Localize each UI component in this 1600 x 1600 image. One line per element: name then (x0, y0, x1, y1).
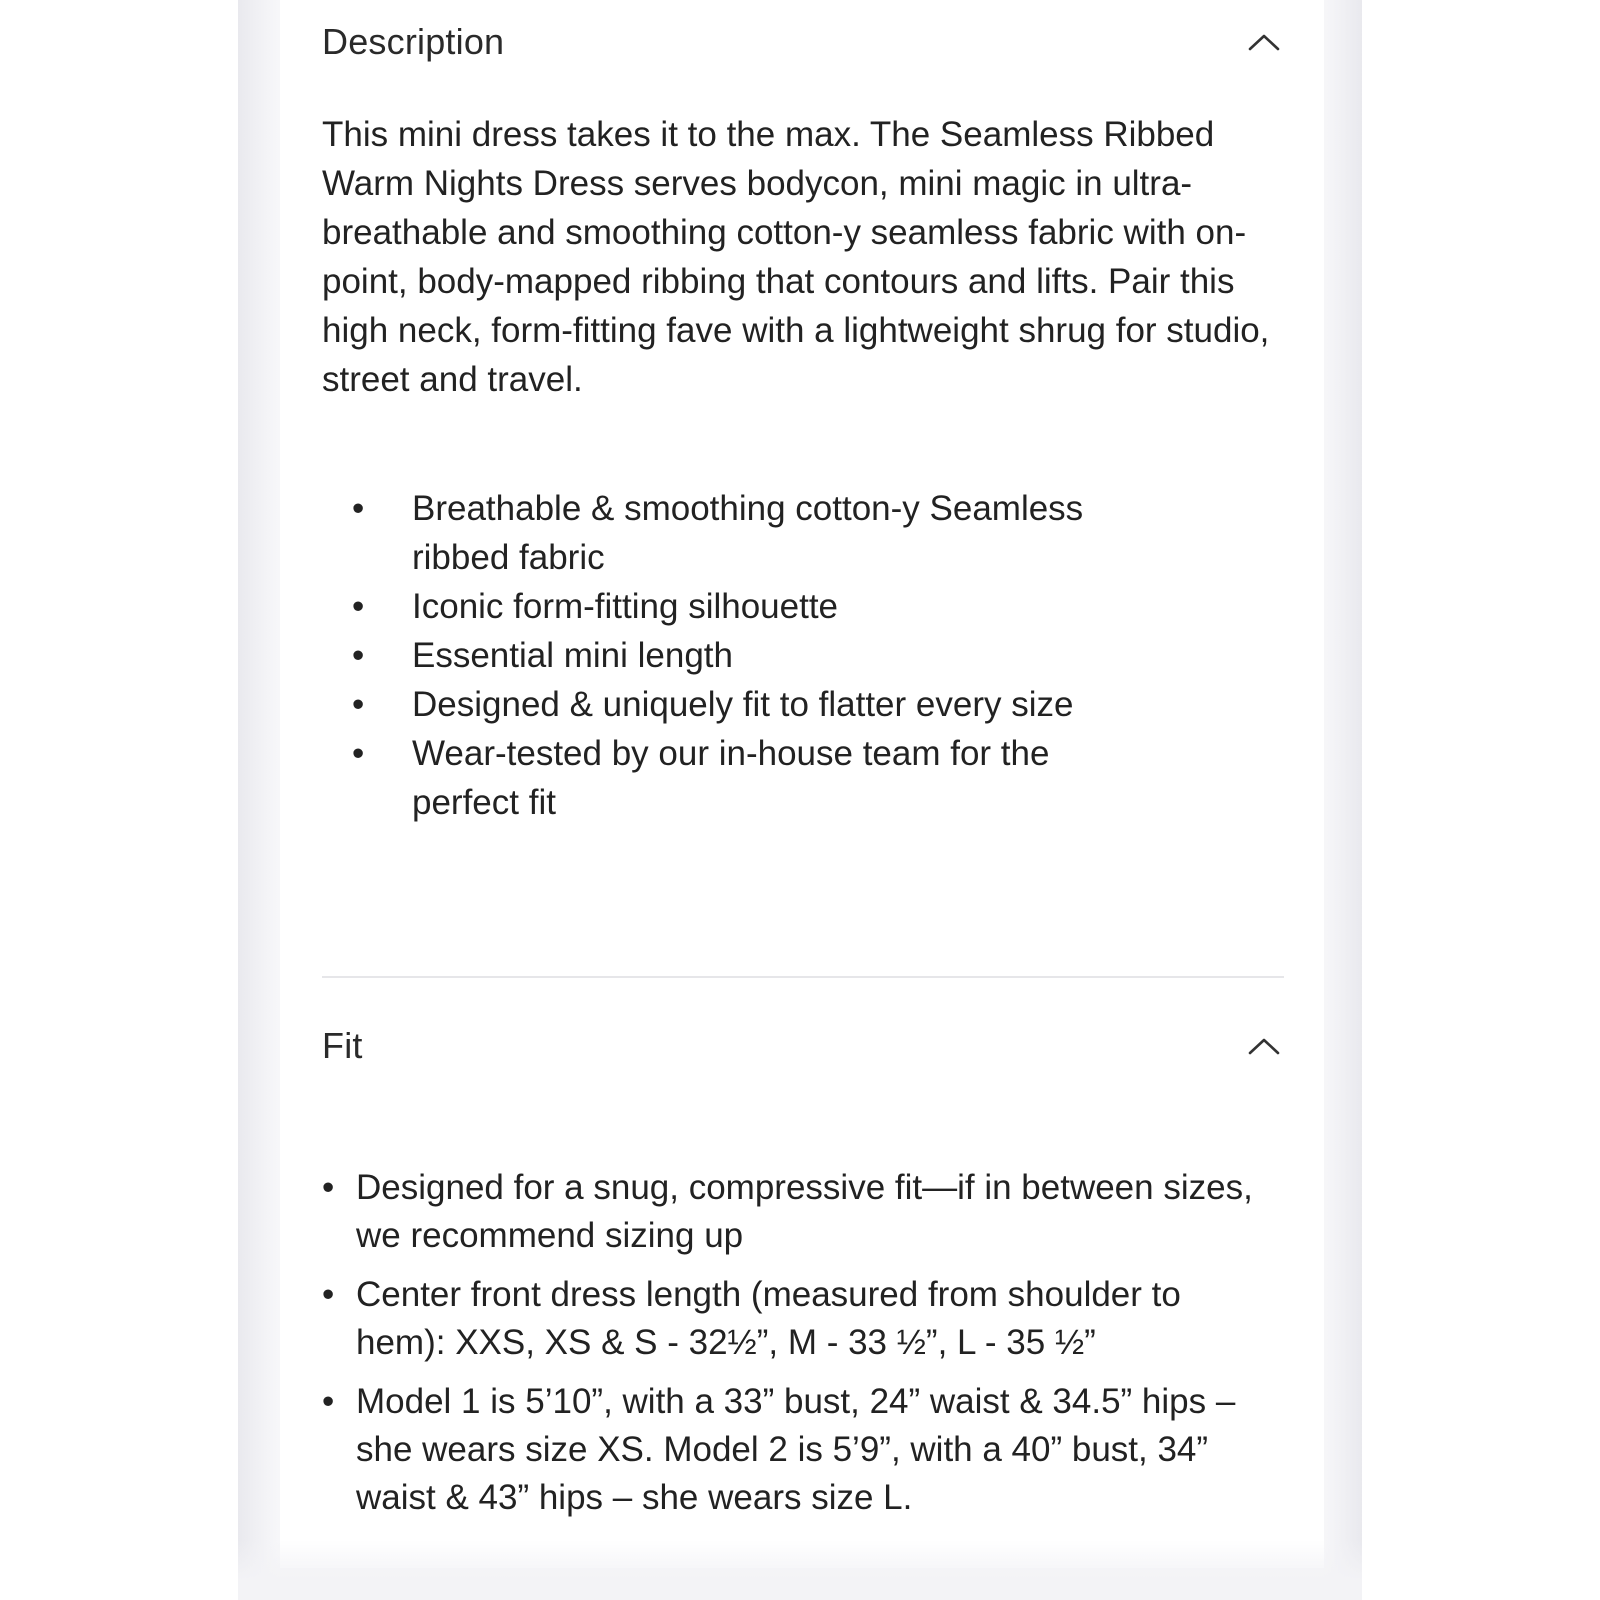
bullet-icon: • (352, 734, 365, 773)
list-item-text: Designed & uniquely fit to flatter every size (412, 685, 1074, 724)
chevron-up-icon-svg (1247, 32, 1281, 52)
list-item-text: Iconic form-fitting silhouette (412, 587, 839, 626)
bullet-icon: • (352, 587, 365, 626)
bullet-icon: • (352, 636, 365, 675)
bullet-icon: • (322, 1382, 335, 1421)
section-divider (322, 976, 1284, 978)
description-bullet-list (322, 484, 1282, 827)
list-item (322, 680, 1132, 729)
description-paragraph: This mini dress takes it to the max. The Seamless Ribbed Warm Nights Dress serves bodycon, mini magic in ultra-breathable and smoothing cotton-y seamless fabric with on-point, body-mapped ribbing that contours and lifts. Pair this high neck, form-fitting fave with a lightweight shrug for studio, street and travel. (322, 115, 1270, 399)
list-item (322, 631, 1132, 680)
list-item-text: Model 1 is 5’10”, with a 33” bust, 24” waist & 34.5” hips – she wears size XS. Model 2 is 5’9”, with a 40” bust, 34” waist & 43” hips – she wears size L. (356, 1382, 1236, 1517)
list-item (322, 582, 1132, 631)
list-item-text: Breathable & smoothing cotton-y Seamless ribbed fabric (412, 489, 1084, 577)
list-item (322, 1271, 1256, 1367)
bullet-icon: • (352, 685, 365, 724)
list-item (322, 1378, 1256, 1522)
list-item (322, 1164, 1256, 1260)
fit-title: Fit (322, 1025, 363, 1066)
bullet-icon: • (322, 1275, 335, 1314)
list-item (322, 484, 1132, 582)
fit-header[interactable] (322, 1016, 1284, 1076)
list-item-text: Wear-tested by our in-house team for the perfect fit (412, 734, 1050, 822)
list-item-text: Essential mini length (412, 636, 733, 675)
chevron-up-icon-svg (1247, 1036, 1281, 1056)
chevron-up-icon[interactable] (1244, 22, 1284, 62)
bullet-icon: • (322, 1168, 335, 1207)
list-item-text: Designed for a snug, compressive fit—if in between sizes, we recommend sizing up (356, 1168, 1253, 1255)
panel-bottom-fade (238, 1540, 1362, 1600)
chevron-up-icon[interactable] (1244, 1026, 1284, 1066)
bullet-icon: • (352, 489, 365, 528)
list-item-text: Center front dress length (measured from shoulder to hem): XXS, XS & S - 32½”, M - 33 ½”, L - 35 ½” (356, 1275, 1181, 1362)
description-header[interactable] (322, 12, 1284, 72)
list-item (322, 729, 1132, 827)
fit-bullet-list (322, 1164, 1292, 1533)
description-title: Description (322, 21, 505, 62)
